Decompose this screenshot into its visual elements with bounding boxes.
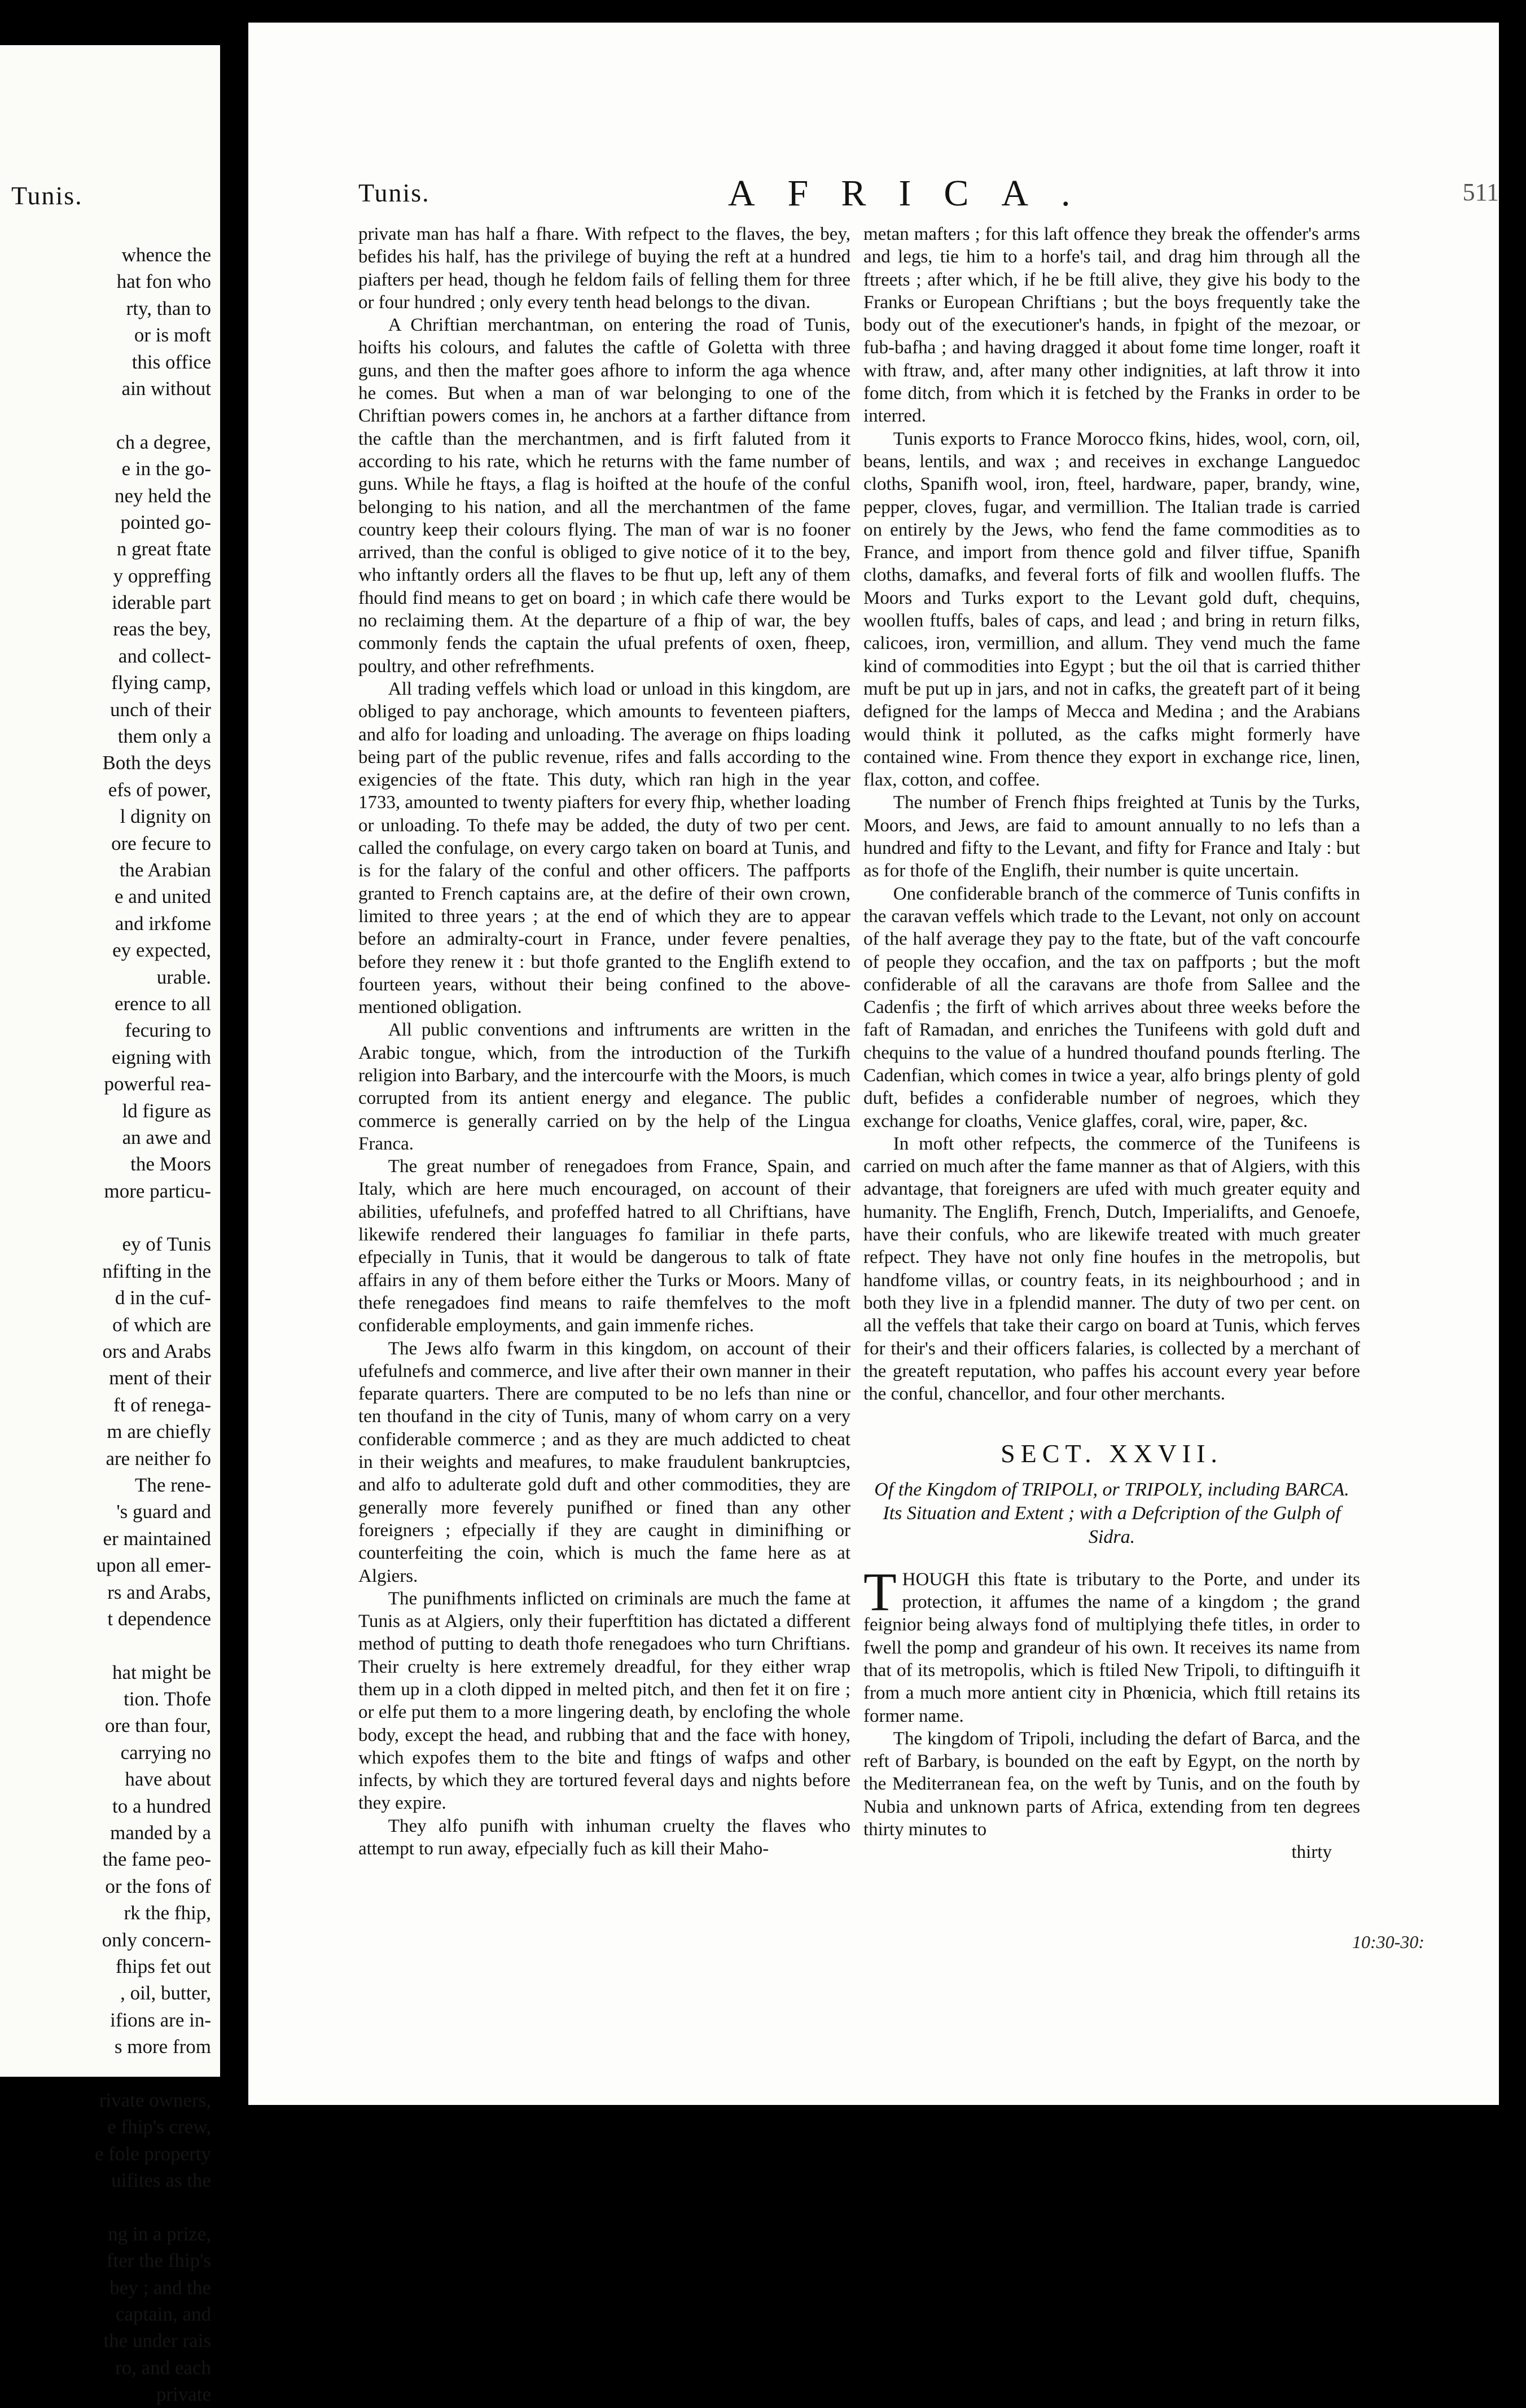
facing-page-line: fter the fhip's bbox=[106, 2249, 211, 2272]
facing-page-line: are neither fo bbox=[106, 1447, 211, 1470]
facing-page-line: rs and Arabs, bbox=[107, 1581, 211, 1603]
paragraph: metan mafters ; for this laft offence they break the offender's arms and legs, tie him to a horfe's tail, and drag him through all the ftreets ; after which, if he be ftill alive, they give his body to the Franks or European Chriftians ; but the boys frequently take the body out of the executioner's hands, in fpight of the mezoar, or fub-bafha ; and having dragged it about fome time longer, roaft it with ftraw, and, after many other indignities, at laft throw it into fome ditch, from which it is fetched by the Franks in order to be interred. bbox=[863, 224, 1360, 427]
facing-page-line: urable. bbox=[156, 966, 211, 988]
paragraph: Tunis exports to France Morocco fkins, hides, wool, corn, oil, beans, lentils, and wax ; and receives in exchange Languedoc cloths, Spanifh wool, iron, fteel, hardware, paper, brandy, wine, pepper, cloves, fugar, and vermillion. The Italian trade is carried on entirely by the Jews, who fend the fame commodities as to France, and import from thence gold and filver tiffue, Spanifh cloths, damafks, and feveral forts of filk and woollen fluffs. The Moors and Turks export to the Levant gold duft, chequins, woollen ftuffs, bales of caps, and lead ; and bring in return filks, calicoes, iron, vermillion, and allum. They vend much the fame kind of commodities into Egypt ; but the oil that is carried thither muft be put up in jars, and not in cafks, the greateft part of it being defigned for the lamps of Mecca and Medina ; and the Arabians would think it polluted, as the cafks might formerly have contained wine. From thence they export in exchange rice, linen, flax, cotton, and coffee. bbox=[863, 428, 1360, 791]
facing-page-line: pointed go- bbox=[120, 511, 211, 533]
facing-page-line: fecuring to bbox=[125, 1019, 211, 1042]
facing-page-line: of which are bbox=[112, 1313, 211, 1336]
facing-page-line: ey expected, bbox=[112, 939, 211, 962]
facing-page-line: ey of Tunis bbox=[122, 1233, 211, 1256]
facing-page-line: m are chiefly bbox=[107, 1420, 211, 1443]
facing-page-line: ore than four, bbox=[104, 1714, 211, 1737]
facing-page-line: or the fons of bbox=[105, 1875, 211, 1897]
facing-page-running-head: Tunis. bbox=[11, 181, 83, 210]
facing-page-line: unch of their bbox=[110, 698, 211, 721]
section-subtitle-line: Of the Kingdom of TRIPOLI, or TRIPOLY, including BARCA. bbox=[874, 1479, 1349, 1500]
handwritten-margin-note: 10:30-30: bbox=[1352, 1932, 1424, 1952]
facing-page-line: the Moors bbox=[130, 1153, 211, 1176]
catchword: thirty bbox=[1291, 1842, 1332, 1863]
facing-page-line: 's guard and bbox=[116, 1501, 211, 1523]
paragraph: The great number of renegadoes from France, Spain, and Italy, which are here much encouraged, on account of their abilities, ufefulnefs, and profeffed hatred to all Chriftians, have likewife rendered their languages fo familiar in thefe parts, efpecially in Tunis, that it would be dangerous to talk of ftate affairs in any of them before either the Turks or Moors. Many of thefe renegadoes find means to raife themfelves to the moft confiderable employments, and gain immenfe riches. bbox=[358, 1156, 850, 1336]
facing-page-line: d in the cuf- bbox=[115, 1287, 211, 1309]
facing-page-line: nfifting in the bbox=[102, 1260, 211, 1282]
facing-page-line: The rene- bbox=[134, 1473, 211, 1496]
facing-page-line: ifions are in- bbox=[110, 2008, 211, 2031]
paragraph: One confiderable branch of the commerce of Tunis confifts in the caravan veffels which trade to the Levant, not only on account of the half average they pay to the ftate, but of the vaft concourfe of people they occafion, and the tax on paffports ; but the moft confiderable of all the caravans are thofe from Sallee and the Cadenfis ; the firft of which arrives about three weeks before the faft of Ramadan, and enriches the Tunifeens with gold duft and chequins to the value of a hundred thoufand pounds fterling. The Cadenfian, which comes in twice a year, alfo brings plenty of gold duft, befides a confiderable number of negroes, which they exchange for cloaths, Venice glaffes, coral, wire, paper, &c. bbox=[863, 883, 1360, 1131]
facing-page-line: and collect- bbox=[118, 644, 211, 667]
facing-page-line: fhips fet out bbox=[115, 1955, 211, 1977]
facing-page-line: ain without bbox=[121, 377, 211, 400]
facing-page-line: Both the deys bbox=[102, 752, 211, 774]
facing-page-line: ch a degree, bbox=[116, 431, 211, 453]
paragraph: The number of French fhips freighted at Tunis by the Turks, Moors, and Jews, are faid to amount annually to no lefs than a hundred and fifty to the Levant, and fifty for France and Italy : but as for thofe of the Englifh, their number is quite uncertain. bbox=[863, 792, 1360, 881]
facing-page-line: l dignity on bbox=[120, 805, 211, 828]
facing-page-line: them only a bbox=[117, 725, 211, 748]
facing-page-text bbox=[0, 242, 214, 2408]
drop-capital: T bbox=[863, 1561, 897, 1622]
paragraph: In moft other refpects, the commerce of the Tunifeens is carried on much after the fame manner as that of Algiers, with this advantage, that foreigners are ufed with much greater equity and humanity. The Englifh, French, Dutch, Imperialifts, and Genoefe, have their confuls, who are likewife treated with much greater refpect. They have not only fine houfes in the metropolis, but handfome villas, or country feats, in its neighbourhood ; and in both they live in a fplendid manner. The duty of two per cent. on all the veffels that take their cargo on board at Tunis, which ferves for their's and their officers falaries, is collected by a merchant of the greateft reputation, who paffes his account every year before the conful, chancellor, and four other merchants. bbox=[863, 1133, 1360, 1405]
facing-page-line: ment of their bbox=[109, 1367, 211, 1389]
facing-page-line: or is moft bbox=[134, 324, 211, 346]
facing-page-line: e and united bbox=[114, 885, 211, 908]
facing-page-line bbox=[0, 402, 214, 428]
paragraph: They alfo punifh with inhuman cruelty the flaves who attempt to run away, efpecially fuch as kill their Maho- bbox=[358, 1815, 850, 1859]
running-head bbox=[248, 173, 1499, 223]
facing-page-line: carrying no bbox=[120, 1741, 211, 1764]
paragraph-text: HOUGH this ftate is tributary to the Porte, and under its protection, it affumes the name of a kingdom ; the grand feignior being always fond of multiplying thefe titles, in order to fwell the pomp and grandeur of his own. It receives its name from that of its metropolis, which is ftiled New Tripoli, to diftinguifh it from a much more antient city in Phœnicia, which ftill retains its former name. bbox=[863, 1569, 1360, 1726]
facing-page-line: ore fecure to bbox=[111, 832, 211, 854]
facing-page-line: captain, and bbox=[115, 2303, 211, 2326]
facing-page-line: the fame peo- bbox=[102, 1848, 211, 1871]
facing-page-line: the under rais bbox=[103, 2330, 211, 2352]
facing-page-line: , oil, butter, bbox=[120, 1982, 211, 2005]
facing-page-line: y oppreffing bbox=[113, 564, 211, 587]
facing-page-line: ld figure as bbox=[122, 1099, 211, 1122]
facing-page-line: hat might be bbox=[112, 1661, 211, 1683]
main-page bbox=[248, 23, 1499, 2105]
facing-page-line: rk the fhip, bbox=[124, 1902, 211, 1924]
facing-page-fragment bbox=[0, 45, 220, 2406]
facing-page-line: iderable part bbox=[112, 591, 211, 614]
paragraph: The punifhments inflicted on criminals are much the fame at Tunis as at Algiers, only their fuperftition has dictated a different method of putting to death thofe renegadoes who turn Chriftians. Their cruelty is here extremely dreadful, for they either wrap them up in a cloth dipped in melted pitch, and then fet it on fire ; or elfe put them to a more lingering death, by enclofing the whole body, except the head, and rubbing that and the face with honey, which expofes them to the bite and ftings of wafps and other infects, by which they are tortured feveral days and nights before they expire. bbox=[358, 1588, 850, 1814]
facing-page-line: flying camp, bbox=[111, 672, 211, 694]
section-heading: SECT. XXVII. bbox=[1001, 1439, 1223, 1468]
facing-page-line: whence the bbox=[121, 244, 211, 266]
facing-page-line bbox=[0, 1204, 214, 1231]
facing-page-line: an awe and bbox=[122, 1126, 211, 1148]
facing-page-line: only concern- bbox=[102, 1928, 211, 1951]
facing-page-line: bey ; and the bbox=[109, 2276, 211, 2299]
facing-page-line: this office bbox=[131, 350, 211, 373]
facing-page-line: ney held the bbox=[114, 484, 211, 507]
facing-page-line: hat fon who bbox=[116, 270, 211, 293]
facing-page-line: reas the bey, bbox=[113, 618, 211, 641]
section-subtitle-line: Its Situation and Extent ; with a Defcription of the Gulph of Sidra. bbox=[883, 1502, 1341, 1547]
facing-page-line: e fole property bbox=[94, 2142, 211, 2165]
facing-page-line bbox=[0, 2060, 214, 2087]
facing-page-line: n great ftate bbox=[116, 538, 211, 560]
facing-page-line: efs of power, bbox=[108, 778, 211, 801]
facing-page-line: manded by a bbox=[110, 1822, 211, 1844]
paragraph: The kingdom of Tripoli, including the defart of Barca, and the reft of Barbary, is bounded on the eaft by Egypt, on the north by the Mediterranean fea, on the weft by Tunis, and on the fouth by Nubia and unknown parts of Africa, extending from ten degrees thirty minutes to bbox=[863, 1728, 1360, 1840]
facing-page-line: eigning with bbox=[112, 1046, 211, 1068]
facing-page-line bbox=[0, 1632, 214, 1659]
paragraph: private man has half a fhare. With refpect to the flaves, the bey, befides his half, has the privilege of buying the reft at a hundred piafters per head, though he feldom fails of felling them for three or four hundred ; only every tenth head belongs to the divan. bbox=[358, 224, 850, 313]
facing-page-line: ors and Arabs bbox=[102, 1340, 211, 1363]
paragraph: All public conventions and inftruments are written in the Arabic tongue, which, from the introduction of the Turkifh religion into Barbary, and the intercourfe with the Moors, is much corrupted from its antient energy and elegance. The public commerce is generally carried on by the help of the Lingua Franca. bbox=[358, 1020, 850, 1154]
right-text-column bbox=[863, 223, 1360, 1864]
facing-page-line: rty, than to bbox=[126, 297, 211, 319]
facing-page-line: private bbox=[156, 2383, 211, 2406]
paragraph: A Chriftian merchantman, on entering the road of Tunis, hoifts his colours, and falutes the caftle of Goletta with three guns, and then the mafter goes afhore to inform the aga whence he comes. But when a man of war belonging to one of the Chriftian powers comes in, he anchors at a farther diftance from the caftle than the merchantmen, and is firft faluted from it according to his rate, which he returns with the fame number of guns. While he ftays, a flag is hoifted at the houfe of the conful belonging to his nation, and all the merchantmen of the fame country keep their colours flying. The man of war is no fooner arrived, than the conful is obliged to give notice of it to the bey, who inftantly orders all the flaves to be fhut up, left any of them fhould find means to get on board ; in which cafe there would be no reclaiming them. At the departure of a fhip of war, the bey commonly fends the captain the ufual prefents of oxen, fheep, poultry, and other refrefhments. bbox=[358, 315, 850, 677]
facing-page-line: uifites as the bbox=[111, 2169, 211, 2192]
facing-page-line: the Arabian bbox=[119, 858, 211, 881]
facing-page-line: and irkfome bbox=[115, 912, 211, 935]
page-number: 511 bbox=[1462, 178, 1499, 206]
facing-page-line: powerful rea- bbox=[104, 1073, 211, 1095]
facing-page-line: ro, and each bbox=[115, 2356, 211, 2379]
paragraph: All trading veffels which load or unload in this kingdom, are obliged to pay anchorage, which amounts to feventeen piafters, and alfo for loading and unloading. The average on fhips loading being part of the public revenue, rifes and falls according to the exigencies of the ftate. This duty, which ran high in the year 1733, amounted to twenty piafters for every fhip, whether loading or unloading. To thefe may be added, the duty of two per cent. called the confulage, on every cargo taken on board at Tunis, and is for the falary of the conful and other officers. The paffports granted to French captains are, at the defire of their own crown, limited to three years ; at the end of which they are to appear before an admiralty-court in France, under fevere penalties, before they renew it : but thofe granted to the Englifh extend to fourteen years, without their being confined to the above-mentioned obligation. bbox=[358, 678, 850, 1018]
facing-page-line: e in the go- bbox=[121, 458, 211, 480]
facing-page-line: tion. Thofe bbox=[124, 1688, 211, 1710]
paragraph bbox=[863, 1561, 1360, 1727]
facing-page-line: erence to all bbox=[114, 992, 211, 1015]
facing-page-line: rivate owners, bbox=[99, 2089, 211, 2111]
facing-page-line: ft of renega- bbox=[113, 1393, 211, 1416]
facing-page-line: more particu- bbox=[104, 1179, 211, 1202]
running-head-title: AFRICA. bbox=[728, 173, 1103, 214]
facing-page-line: s more from bbox=[114, 2036, 211, 2058]
facing-page-line: e fhip's crew, bbox=[107, 2116, 211, 2138]
facing-page-line bbox=[0, 2194, 214, 2221]
section-subheading bbox=[863, 1478, 1360, 1549]
facing-page-line: to a hundred bbox=[112, 1795, 211, 1817]
running-head-left: Tunis. bbox=[358, 178, 430, 207]
facing-page-line: upon all emer- bbox=[96, 1554, 211, 1577]
facing-page-line: t dependence bbox=[107, 1607, 211, 1630]
facing-page-line: er maintained bbox=[103, 1527, 211, 1550]
facing-page-line: ng in a prize, bbox=[108, 2222, 211, 2245]
facing-page-line: have about bbox=[125, 1768, 211, 1791]
left-text-column bbox=[358, 223, 850, 1860]
paragraph: The Jews alfo fwarm in this kingdom, on account of their ufefulnefs and commerce, and live after their own manner in their feparate quarters. There are computed to be no lefs than nine or ten thoufand in the city of Tunis, many of whom carry on a very confiderable commerce ; and as they are much addicted to cheat in their weights and meafures, to make fraudulent bankruptcies, and alfo to adulterate gold duft and other commodities, they are generally more feverely punifhed or fined than any other foreigners ; efpecially if they are caught in diminifhing or counterfeiting the coin, which is much the fame here as at Algiers. bbox=[358, 1338, 850, 1586]
